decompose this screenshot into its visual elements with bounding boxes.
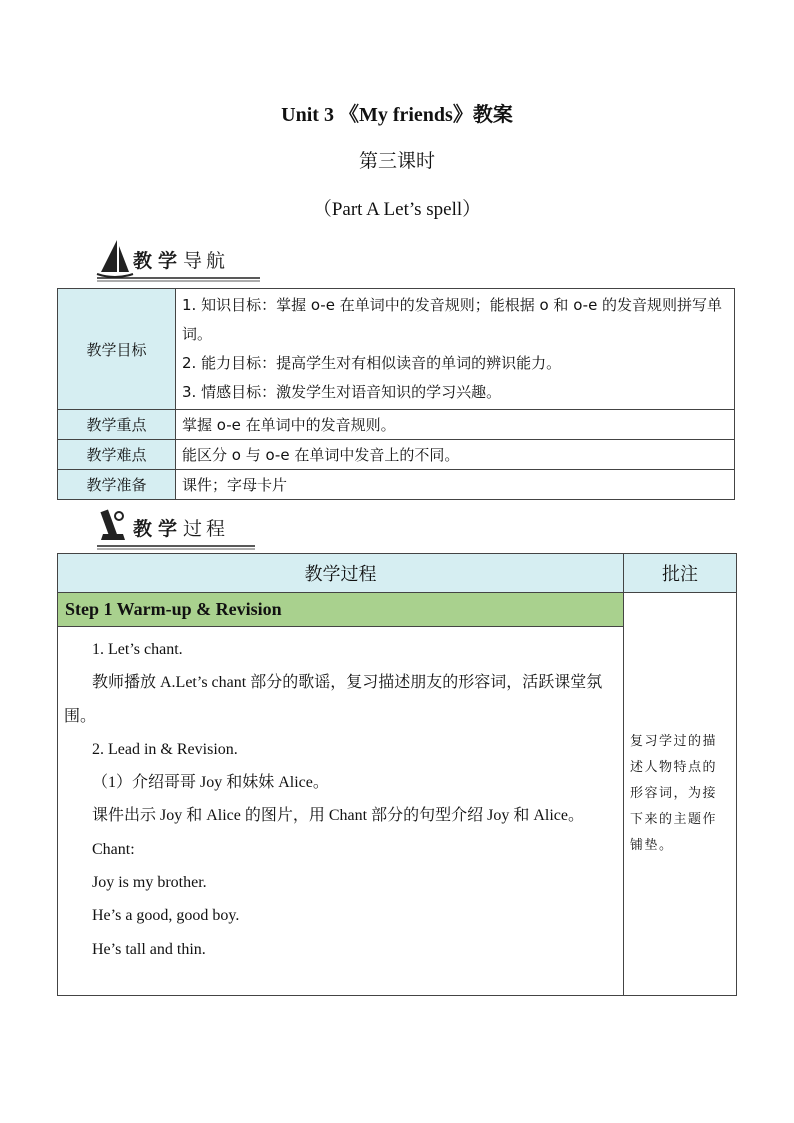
goal-item: 2. 能力目标：提高学生对有相似读音的单词的辨识能力。: [182, 354, 562, 372]
section-title-light: 过程: [183, 518, 230, 540]
lesson-part: （Part A Let’s spell）: [312, 199, 482, 220]
lesson-number: 第三课时: [358, 151, 435, 172]
column-header-notes: 批注: [624, 554, 737, 593]
section-title-light: 导航: [183, 250, 230, 272]
note-cell: 复习学过的描述人物特点的形容词，为接下来的主题作铺垫。: [624, 593, 737, 996]
table-row: [58, 440, 735, 470]
section-heading-process: [95, 504, 265, 550]
section-title: [133, 514, 229, 541]
table-row: [58, 470, 735, 500]
step-title: Step 1 Warm-up & Revision: [58, 593, 624, 627]
table-row: [58, 289, 735, 410]
section-heading-navigation: [95, 236, 265, 282]
prep-label: 教学准备: [58, 470, 176, 500]
step-line: He’s tall and thin.: [92, 940, 206, 958]
difficulty-label: 教学难点: [58, 440, 176, 470]
section-title-bold: 教学: [133, 518, 184, 540]
step-line: 2. Lead in & Revision.: [92, 740, 238, 758]
step-line: Chant:: [92, 840, 135, 858]
table-row: [58, 410, 735, 440]
lesson-info-table: [57, 288, 735, 500]
step-line: （1）介绍哥哥 Joy 和妹妹 Alice。: [92, 774, 329, 792]
step-line: 课件出示 Joy 和 Alice 的图片，用 Chant 部分的句型介绍 Joy 和 Alice。: [92, 807, 584, 825]
prep-value: 课件；字母卡片: [176, 470, 735, 500]
goal-content: [176, 289, 735, 410]
key-point-value: 掌握 o-e 在单词中的发音规则。: [176, 410, 735, 440]
section-title: [133, 246, 229, 273]
document-title: Unit 3 《My friends》教案: [281, 104, 513, 126]
goal-item: 1. 知识目标：掌握 o-e 在单词中的发音规则；能根据 o 和 o-e 的发音规则拼写单词。: [182, 296, 723, 343]
step-line: 1. Let’s chant.: [92, 641, 183, 658]
process-table: [57, 553, 737, 996]
step-line: Joy is my brother.: [92, 874, 207, 892]
table-header-row: [58, 554, 737, 593]
section-title-bold: 教学: [133, 250, 184, 272]
step-body: [58, 627, 624, 996]
goal-label: 教学目标: [58, 289, 176, 410]
table-row: [58, 593, 737, 627]
goal-item: 3. 情感目标：激发学生对语音知识的学习兴趣。: [182, 383, 502, 401]
column-header-process: 教学过程: [58, 554, 624, 593]
step-line: 教师播放 A.Let’s chant 部分的歌谣，复习描述朋友的形容词，活跃课堂氛围。: [64, 674, 603, 725]
step-line: He’s a good, good boy.: [92, 907, 240, 925]
difficulty-value: 能区分 o 与 o-e 在单词中发音上的不同。: [176, 440, 735, 470]
key-point-label: 教学重点: [58, 410, 176, 440]
